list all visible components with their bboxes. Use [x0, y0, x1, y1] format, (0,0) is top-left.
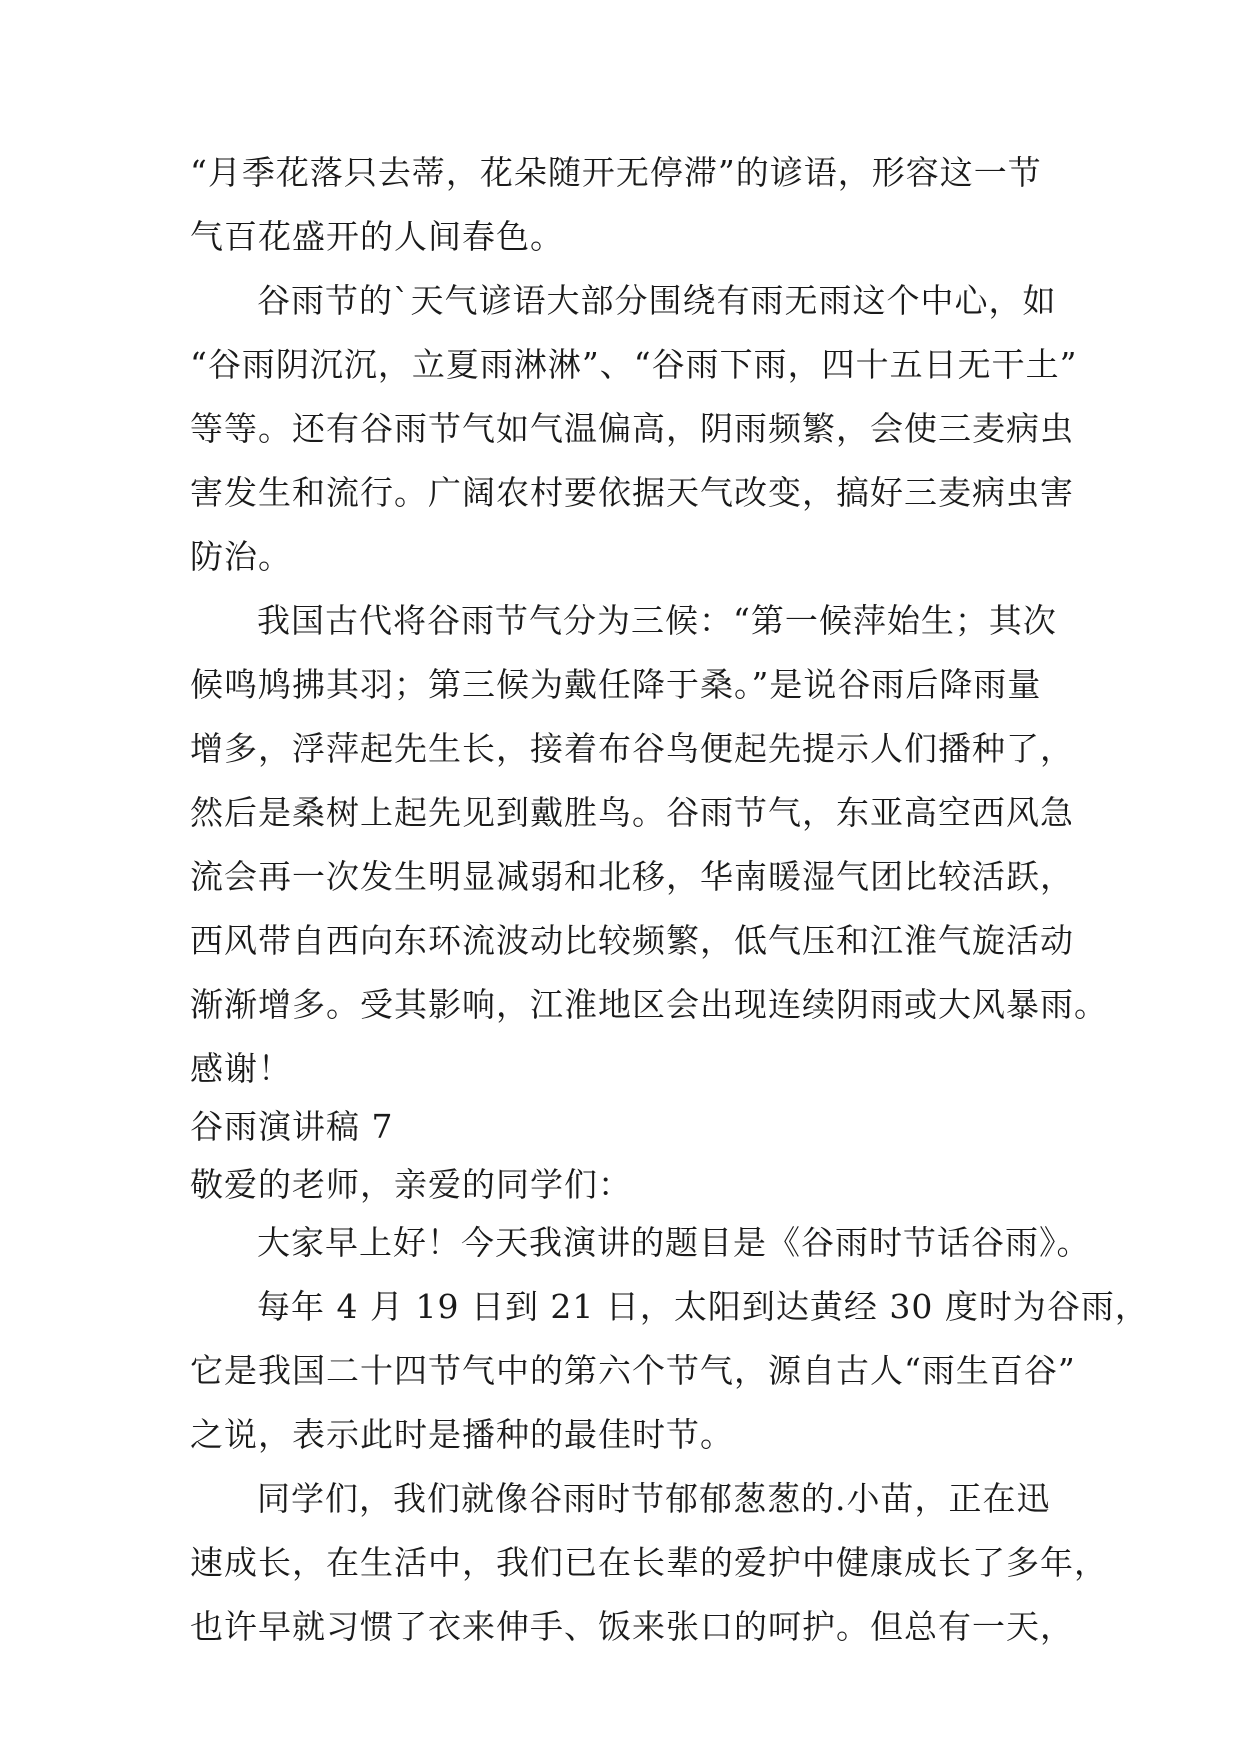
text-line: 流会再一次发生明显减弱和北移，华南暖湿气团比较活跃，: [190, 857, 1074, 896]
document-body: [190, 153, 1149, 1673]
text-line: 渐渐增多。受其影响，江淮地区会出现连续阴雨或大风暴雨。: [190, 985, 1108, 1024]
text-line: 它是我国二十四节气中的第六个节气，源自古人“雨生百谷”: [190, 1351, 1076, 1390]
text-line: “月季花落只去蒂，花朵随开无停滞”的谚语，形容这一节: [190, 153, 1042, 192]
text-line: 然后是桑树上起先见到戴胜鸟。谷雨节气，东亚高空西风急: [190, 793, 1074, 832]
text-line: 防治。: [190, 537, 292, 576]
text-line: 害发生和流行。广阔农村要依据天气改变，搞好三麦病虫害: [190, 473, 1074, 512]
text-line: 也许早就习惯了衣来伸手、饭来张口的呵护。但总有一天，: [190, 1607, 1074, 1646]
text-line: 候鸣鸠拂其羽；第三候为戴任降于桑。”是说谷雨后降雨量: [190, 665, 1042, 704]
text-line: “谷雨阴沉沉，立夏雨淋淋”、“谷雨下雨，四十五日无干土”: [190, 345, 1078, 384]
salutation: 敬爱的老师，亲爱的同学们：: [190, 1165, 632, 1204]
text-line: 气百花盛开的人间春色。: [190, 217, 564, 256]
paragraph-start-line: 同学们，我们就像谷雨时节郁郁葱葱的.小苗，正在迅: [257, 1479, 1051, 1518]
text-line: 感谢！: [190, 1049, 292, 1088]
paragraph-start-line: 大家早上好！今天我演讲的题目是《谷雨时节话谷雨》。: [257, 1223, 1091, 1262]
text-line: 西风带自西向东环流波动比较频繁，低气压和江淮气旋活动: [190, 921, 1074, 960]
text-line: 增多，浮萍起先生长，接着布谷鸟便起先提示人们播种了，: [190, 729, 1074, 768]
text-line: 之说，表示此时是播种的最佳时节。: [190, 1415, 734, 1454]
text-line: 等等。还有谷雨节气如气温偏高，阴雨频繁，会使三麦病虫: [190, 409, 1074, 448]
section-heading: 谷雨演讲稿 7: [190, 1107, 394, 1146]
paragraph-start-line: 我国古代将谷雨节气分为三候：“第一候萍始生；其次: [257, 601, 1057, 640]
paragraph-start-line: 谷雨节的`天气谚语大部分围绕有雨无雨这个中心，如: [257, 281, 1057, 320]
paragraph-start-line: 每年 4 月 19 日到 21 日，太阳到达黄经 30 度时为谷雨，: [257, 1287, 1149, 1326]
text-line: 速成长，在生活中，我们已在长辈的爱护中健康成长了多年，: [190, 1543, 1108, 1582]
